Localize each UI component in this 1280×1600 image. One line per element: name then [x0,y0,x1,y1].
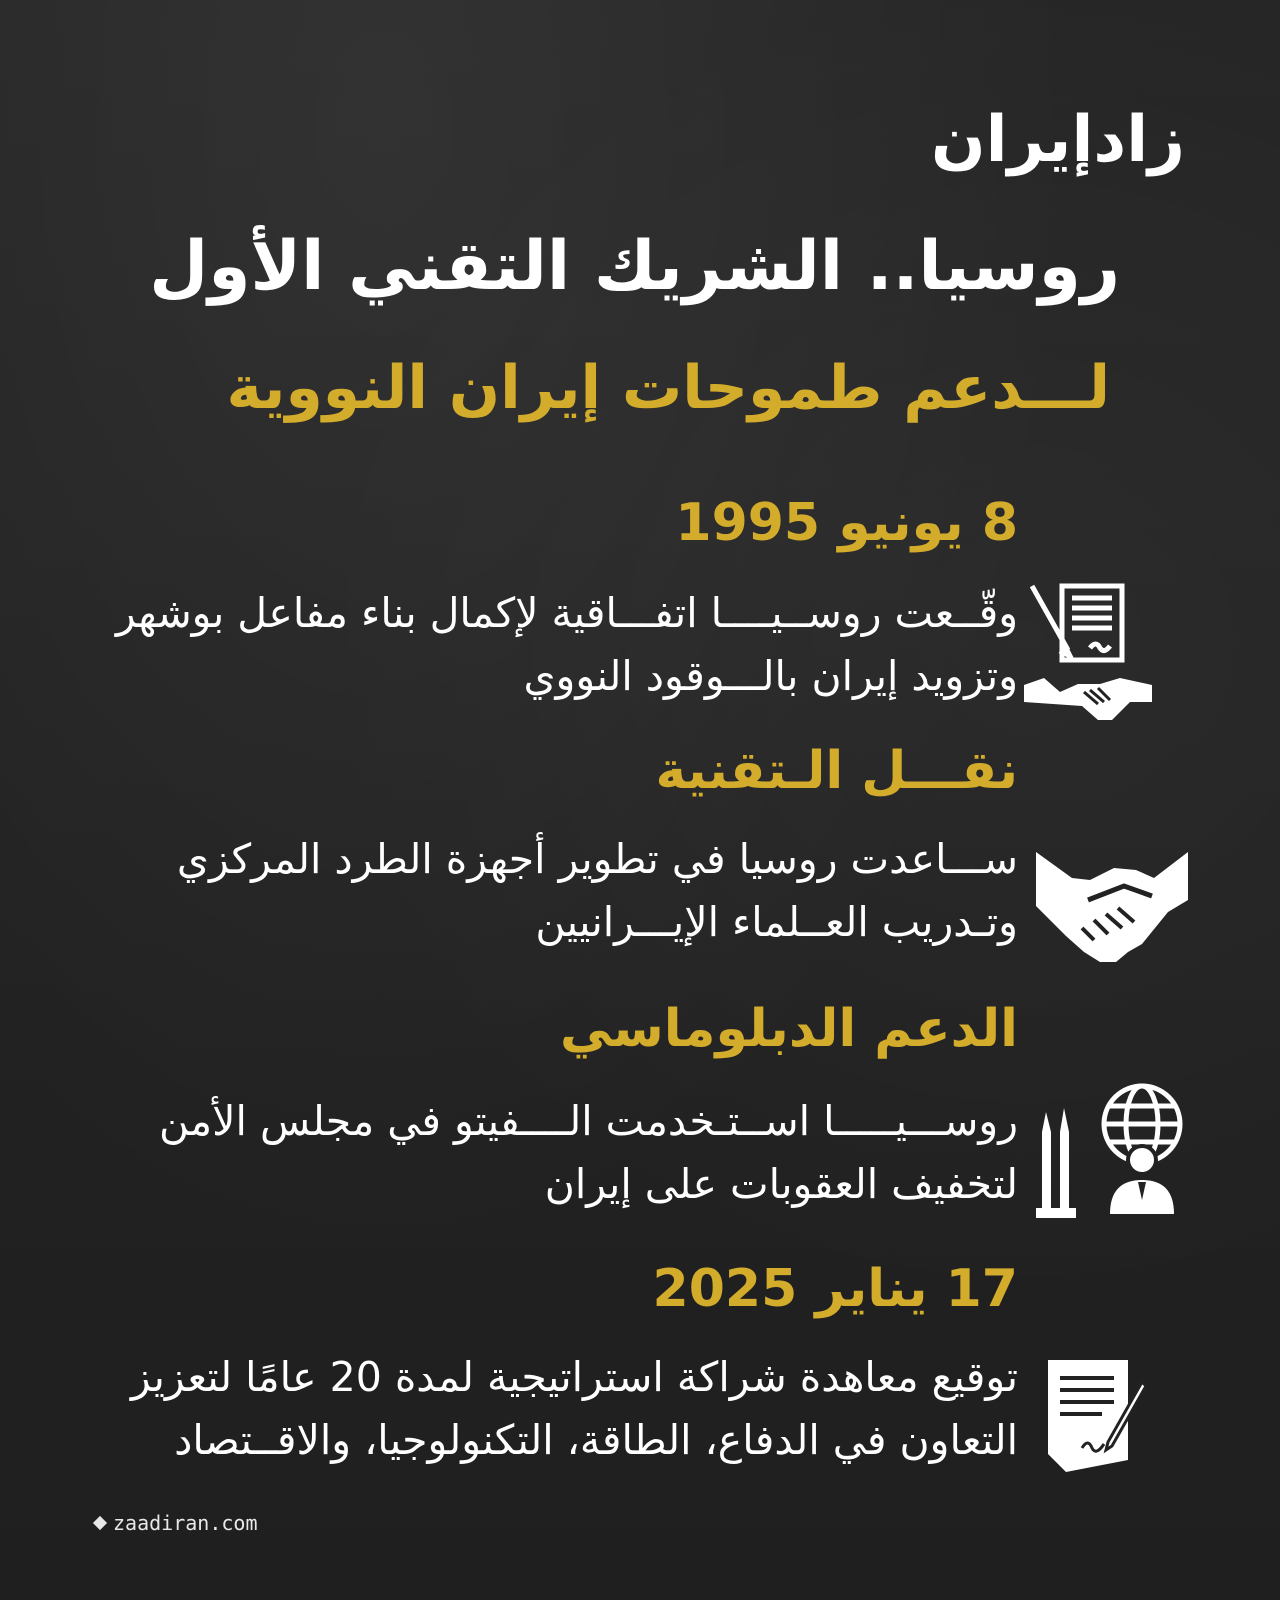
section-body: وقّــعت روســيــــا اتفـــاقية لإكمال بناء مفاعل بوشهر وتزويد إيران بالـــوقود النووي [115,589,1018,700]
page-title: روسيا.. الشريك التقني الأول [149,227,1120,306]
signed-document-icon [1042,1356,1182,1506]
section-heading: 17 يناير 2025 [652,1259,1018,1319]
website-text: zaadiran.com [113,1511,258,1535]
logo-text: زادإيران [931,103,1185,177]
section-body: توقيع معاهدة شراكة استراتيجية لمدة 20 عامًا لتعزيز التعاون في الدفاع، الطاقة، التكنولوجيا، والاقــتصاد [130,1353,1018,1464]
contract-handshake-icon [1020,580,1160,730]
section-heading: نقـــل الـتقنية [655,741,1018,801]
section-body: ســـاعدت روسيا في تطوير أجهزة الطرد المركزي وتـدريب العــلماء الإيـــرانيين [176,835,1018,946]
section-heading: الدعم الدبلوماسي [560,999,1018,1059]
footer-website [95,1511,258,1535]
section-body: روســـيـــــا اســتـخدمت الــــفيتو في مجلس الأمن لتخفيف العقوبات على إيران [158,1097,1018,1208]
section-heading: 8 يونيو 1995 [675,493,1018,553]
page-subtitle: لـــدعم طموحات إيران النووية [226,353,1110,423]
handshake-icon [1032,840,1192,990]
brand-logo [931,100,1185,180]
globe-diplomat-icon [1030,1082,1190,1232]
diamond-icon [93,1516,107,1530]
